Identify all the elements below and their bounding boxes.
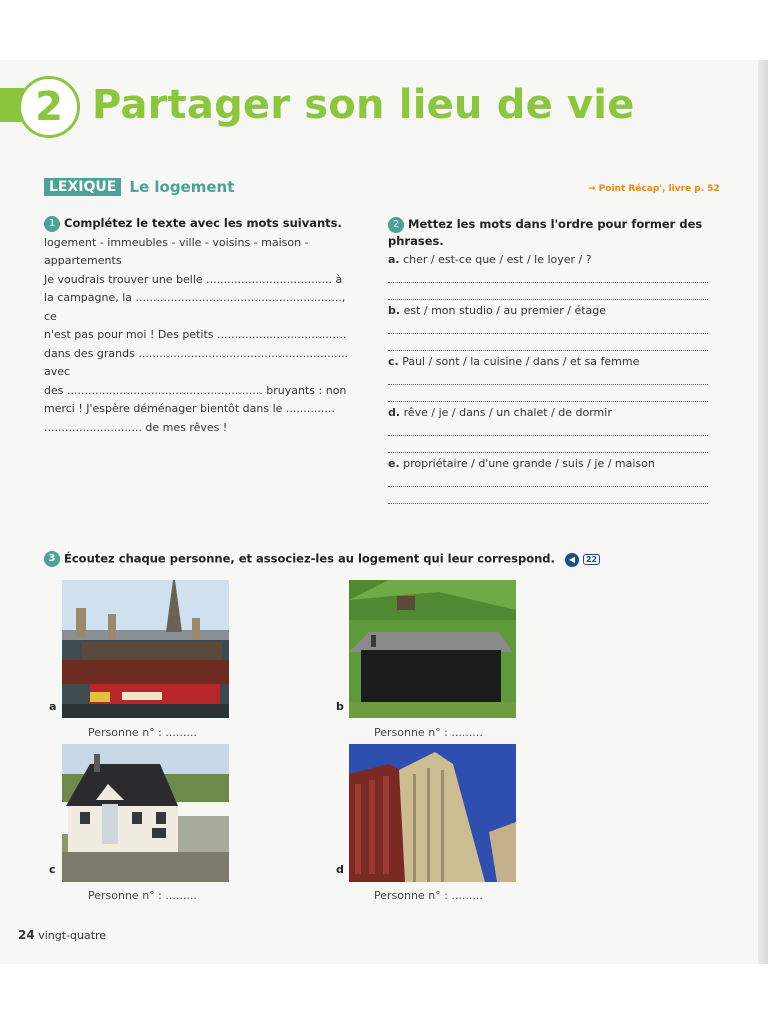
photo-label: c — [49, 863, 56, 876]
exercise-2-title: Mettez les mots dans l'ordre pour former des phrases. — [388, 217, 703, 248]
photo-caption: Personne n° : ......... — [88, 889, 197, 902]
answer-line[interactable] — [388, 436, 708, 453]
photo-caption: Personne n° : ......... — [374, 889, 483, 902]
fill-line: des ........................................................ bruyants : non — [44, 383, 347, 397]
fill-line: n'est pas pour moi ! Des petits ..................................... — [44, 328, 347, 341]
answer-line[interactable] — [388, 317, 708, 334]
list-item — [388, 304, 708, 351]
page-number: 24 — [18, 928, 35, 942]
exercise-3-title: Écoutez chaque personne, et associez-les au logement qui leur correspond. — [64, 551, 555, 566]
list-item — [388, 406, 708, 453]
section-heading — [44, 176, 234, 196]
item-text: Paul / sont / la cuisine / dans / et sa femme — [402, 355, 640, 368]
lexique-tag: LEXIQUE — [44, 178, 121, 196]
photo-paris-barges — [62, 580, 229, 718]
photo-label: d — [336, 863, 344, 876]
exercise-2 — [388, 216, 708, 504]
word-bank: logement - immeubles - ville - voisins - maison - appartements — [44, 235, 309, 267]
item-text: cher / est-ce que / est / le loyer / ? — [403, 253, 592, 266]
item-letter: e. — [388, 457, 400, 470]
section-subtitle: Le logement — [129, 177, 235, 196]
page-edge — [758, 60, 768, 964]
answer-line[interactable] — [388, 487, 708, 504]
answer-line[interactable] — [388, 283, 708, 300]
answer-line[interactable] — [388, 266, 708, 283]
exercise-1 — [44, 214, 354, 437]
fill-line: merci ! J'espère déménager bientôt dans le .............. — [44, 402, 335, 415]
item-text: propriétaire / d'une grande / suis / je / maison — [403, 457, 655, 470]
answer-line[interactable] — [388, 368, 708, 385]
page-title: Partager son lieu de vie — [92, 82, 635, 128]
answer-line[interactable] — [388, 470, 708, 487]
item-letter: d. — [388, 406, 401, 419]
exercise-1-title: Complétez le texte avec les mots suivants. — [64, 216, 342, 230]
list-item — [388, 253, 708, 300]
item-text: est / mon studio / au premier / étage — [403, 304, 607, 317]
fill-line: la campagne, la ..........................................................., ce — [44, 291, 346, 323]
fill-line: dans des grands ............................................................ avec — [44, 346, 349, 378]
photo-label: a — [49, 700, 57, 713]
fill-line: ............................ de mes rêves ! — [44, 420, 228, 434]
photo-buildings — [349, 744, 516, 882]
exercise-1-heading — [44, 214, 354, 234]
page-word: vingt-quatre — [38, 929, 107, 942]
list-item — [388, 457, 708, 504]
list-item — [388, 355, 708, 402]
item-text: rêve / je / dans / un chalet / de dormir — [403, 406, 612, 419]
track-number: 22 — [583, 554, 600, 565]
photo-label: b — [336, 700, 344, 713]
answer-line[interactable] — [388, 385, 708, 402]
exercise-number-badge: 3 — [44, 551, 60, 567]
item-letter: b. — [388, 304, 401, 317]
exercise-number-badge: 2 — [388, 217, 404, 233]
item-letter: c. — [388, 355, 399, 368]
answer-line[interactable] — [388, 334, 708, 351]
photo-caption: Personne n° : ......... — [374, 726, 483, 739]
photo-caption: Personne n° : ......... — [88, 726, 197, 739]
item-letter: a. — [388, 253, 400, 266]
exercise-2-heading — [388, 216, 708, 249]
fill-line: Je voudrais trouver une belle .................................... à — [44, 272, 343, 286]
speaker-icon: ◀ — [565, 553, 579, 567]
exercise-3-heading — [44, 551, 600, 567]
photo-mountain-chalet — [349, 580, 516, 718]
exercise-number-badge: 1 — [44, 216, 60, 232]
unit-number-badge: 2 — [18, 76, 80, 138]
recap-link[interactable]: → Point Récap', livre p. 52 — [588, 184, 720, 194]
page-footer — [18, 928, 106, 942]
photo-house — [62, 744, 229, 882]
answer-line[interactable] — [388, 419, 708, 436]
audio-track[interactable] — [565, 551, 600, 567]
